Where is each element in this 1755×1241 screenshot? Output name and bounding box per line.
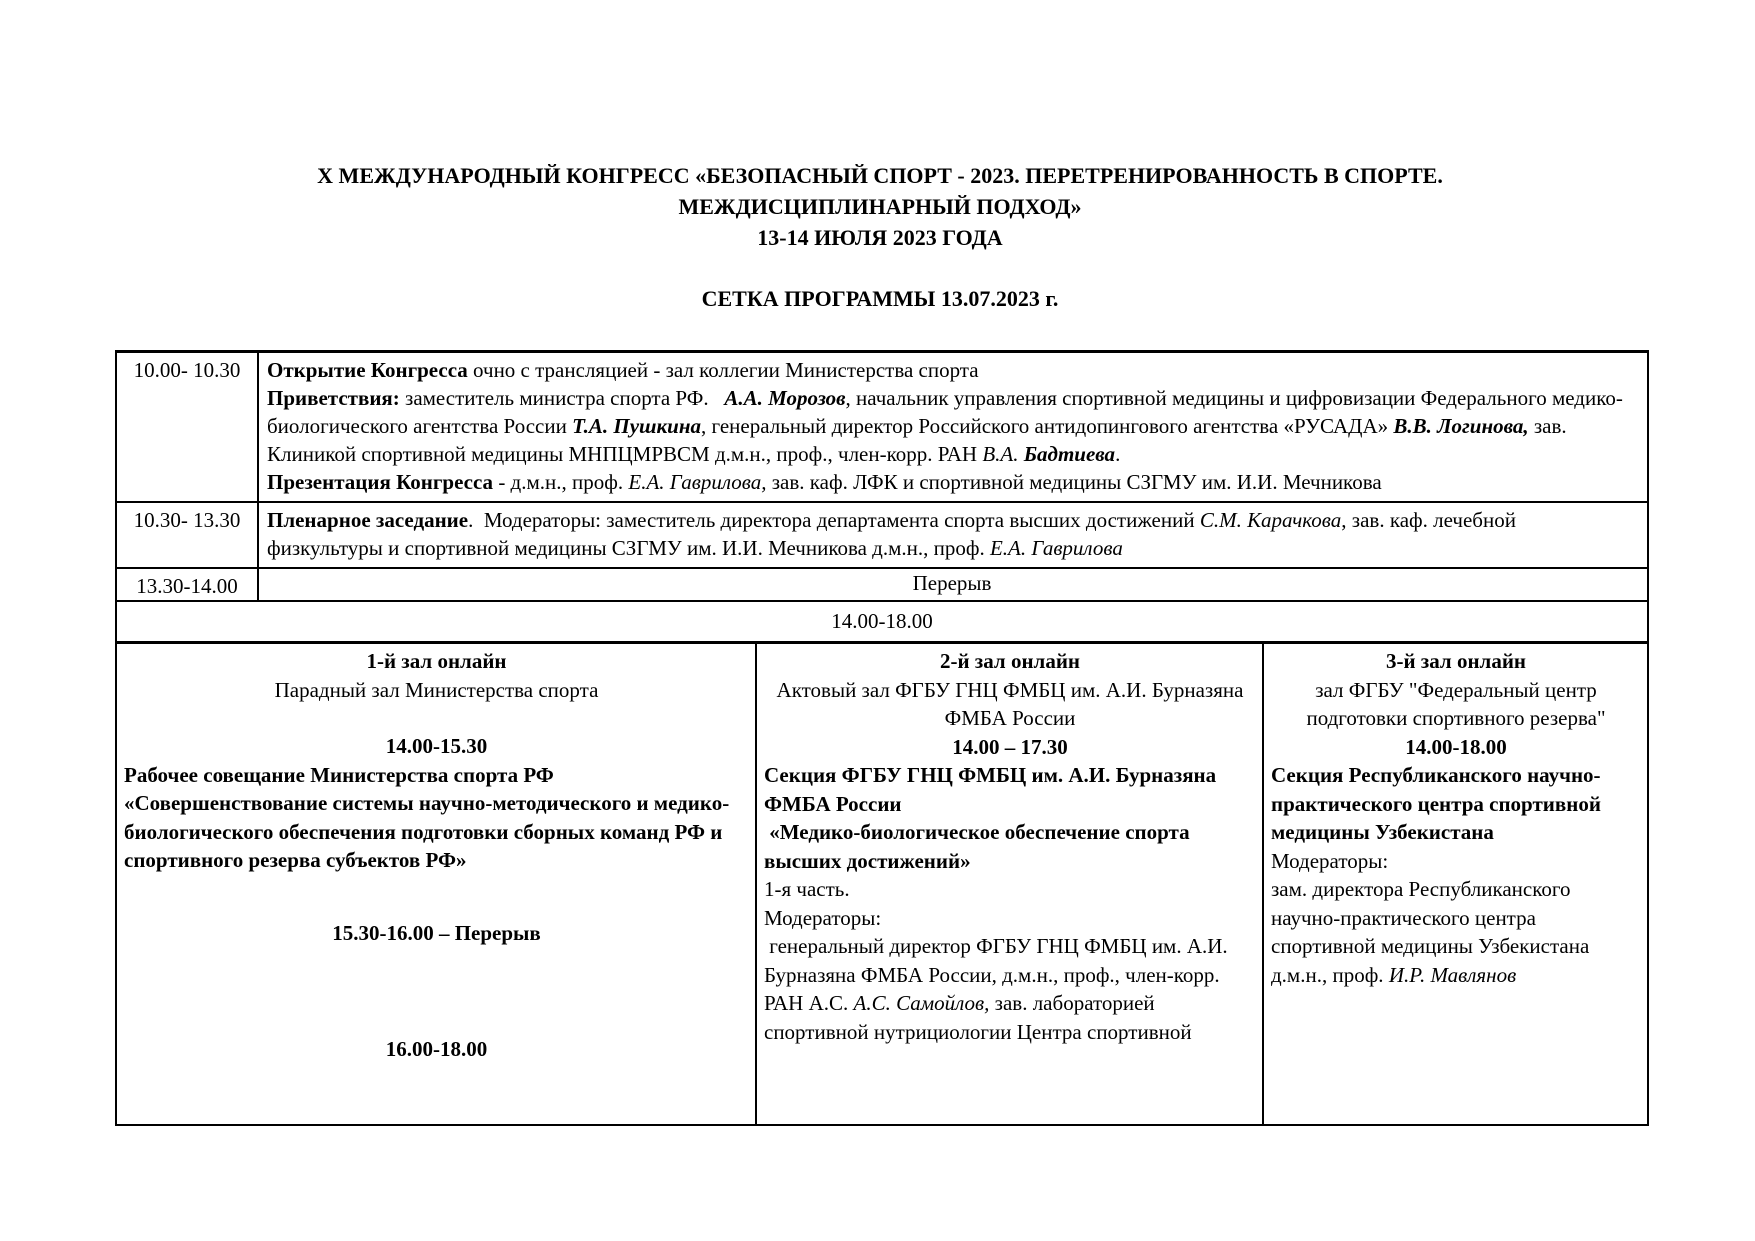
- text-run: заместитель министра спорта РФ.: [399, 386, 725, 410]
- hall-2-moderators-label: Модераторы:: [764, 905, 882, 930]
- text-run: Пленарное заседание: [267, 508, 469, 532]
- break-row: [117, 569, 1647, 602]
- hall-1-session: Рабочее совещание Министерства спорта РФ «Совершенствование системы научно-методического и медико-биологического обеспечения подготовки сборных команд РФ и спортивного резерва субъектов РФ»: [124, 762, 730, 872]
- opening-session-cell: [259, 353, 1647, 501]
- text-run: зав. каф. ЛФК и спортивной медицины СЗГМУ им. И.И. Мечникова: [766, 470, 1382, 494]
- text-run: А.А. Морозов: [724, 386, 846, 410]
- text-run: зам. директора Республиканского научно-практического центра спортивной медицины Узбекистана д.м.н., проф.: [1271, 877, 1595, 987]
- text-run: С.М. Карачкова: [1199, 508, 1342, 532]
- text-run: очно с трансляцией - зал коллегии Министерства спорта: [467, 358, 979, 382]
- hall-1-time-2: 16.00-18.00: [385, 1037, 488, 1061]
- hall-3-title: 3-й зал онлайн: [1385, 649, 1527, 673]
- program-grid-title: СЕТКА ПРОГРАММЫ 13.07.2023 г.: [701, 286, 1059, 311]
- hall-2-time: 14.00 – 17.30: [952, 734, 1068, 759]
- hall-2-session-title: Секция ФГБУ ГНЦ ФМБЦ им. А.И. Бурназяна ФМБА России: [764, 763, 1222, 816]
- presentation-paragraph: [267, 468, 1637, 496]
- text-run: , зав. каф. лечебной физкультуры и спортивной медицины СЗГМУ им. И.И. Мечникова д.м.н., проф.: [267, 508, 1522, 560]
- hall-2-column: [757, 644, 1264, 1124]
- break-time-cell: 13.30-14.00: [117, 569, 259, 600]
- greetings-paragraph: [267, 384, 1637, 468]
- hall-2-session-topic: «Медико-биологическое обеспечение спорта высших достижений»: [764, 820, 1195, 873]
- hall-2-title: 2-й зал онлайн: [939, 649, 1081, 673]
- plenary-time-cell: 10.30- 13.30: [117, 503, 259, 567]
- text-run: зав. лабораторией спортивной нутрициологии Центра спортивной: [764, 991, 1192, 1044]
- plenary-row: [117, 503, 1647, 569]
- hall-3-column: [1264, 644, 1647, 1124]
- hall-3-moderators-label: Модераторы:: [1271, 848, 1389, 873]
- document-header: [115, 160, 1645, 314]
- opening-time-cell: 10.00- 10.30: [117, 353, 259, 501]
- hall-1-time: 14.00-15.30: [385, 734, 488, 758]
- text-run: Презентация Конгресса: [267, 470, 494, 494]
- text-run: - д.м.н., проф.: [493, 470, 629, 494]
- hall-3-moderators: [1271, 875, 1641, 989]
- text-run: Приветствия:: [267, 386, 400, 410]
- text-run: , начальник управления спортивной медицины и цифровизации Федерального медико-биологического агентства России: [267, 386, 1623, 438]
- schedule-table: [115, 350, 1649, 1126]
- page-title-line-3: 13-14 ИЮЛЯ 2023 ГОДА: [757, 225, 1003, 250]
- page-title-line-2: МЕЖДИСЦИПЛИНАРНЫЙ ПОДХОД»: [678, 194, 1082, 219]
- hall-3-time: 14.00-18.00: [1405, 734, 1507, 759]
- plenary-session-cell: [259, 503, 1647, 567]
- hall-3-session: Секция Республиканского научно-практического центра спортивной медицины Узбекистана: [1271, 763, 1607, 844]
- halls-row: [117, 644, 1647, 1124]
- text-run: Т.А. Пушкина: [572, 414, 701, 438]
- text-run: , генеральный директор Российского антидопингового агентства «РУСАДА»: [701, 414, 1394, 438]
- text-run: В.А.: [982, 442, 1024, 466]
- text-run: Е.А. Гаврилова,: [628, 470, 767, 494]
- hall-3-venue: зал ФГБУ "Федеральный центр подготовки спортивного резерва": [1306, 677, 1606, 730]
- text-run: . Модераторы: заместитель директора департамента спорта высших достижений: [468, 508, 1200, 532]
- text-run: А.С. Самойлов,: [853, 991, 990, 1015]
- hall-2-part-label: 1-я часть.: [764, 877, 850, 901]
- hall-1-venue: Парадный зал Министерства спорта: [274, 677, 599, 702]
- hall-1-title: 1-й зал онлайн: [366, 649, 507, 673]
- hall-2-venue: Актовый зал ФГБУ ГНЦ ФМБЦ им. А.И. Бурназяна ФМБА России: [776, 677, 1244, 730]
- page-title-line-1: Х МЕЖДУНАРОДНЫЙ КОНГРЕСС «БЕЗОПАСНЫЙ СПОРТ - 2023. ПЕРЕТРЕНИРОВАННОСТЬ В СПОРТЕ.: [317, 163, 1443, 188]
- break-label-cell: Перерыв: [912, 571, 992, 595]
- afternoon-block-row: [117, 602, 1647, 644]
- hall-1-break-label: 15.30-16.00 – Перерыв: [332, 920, 541, 945]
- plenary-paragraph: [267, 506, 1637, 562]
- text-run: Открытие Конгресса: [267, 358, 468, 382]
- text-run: зав. Клиникой спортивной медицины МНПЦМРВСМ д.м.н., проф., член-корр. РАН: [267, 414, 1578, 466]
- afternoon-time-label: 14.00-18.00: [831, 609, 933, 633]
- hall-1-column: [117, 644, 757, 1124]
- text-run: .: [1115, 442, 1121, 466]
- text-run: В.В. Логинова,: [1393, 414, 1529, 438]
- text-run: Бадтиева: [1023, 442, 1116, 466]
- text-run: И.Р. Мавлянов: [1388, 962, 1517, 987]
- hall-2-moderators: [764, 932, 1256, 1046]
- opening-title-paragraph: [267, 356, 1637, 384]
- opening-row: [117, 353, 1647, 503]
- text-run: Е.А. Гаврилова: [989, 536, 1123, 560]
- text-run: генеральный директор ФГБУ ГНЦ ФМБЦ им. А.И. Бурназяна ФМБА России, д.м.н., проф., член-корр. РАН А.С.: [764, 934, 1233, 1015]
